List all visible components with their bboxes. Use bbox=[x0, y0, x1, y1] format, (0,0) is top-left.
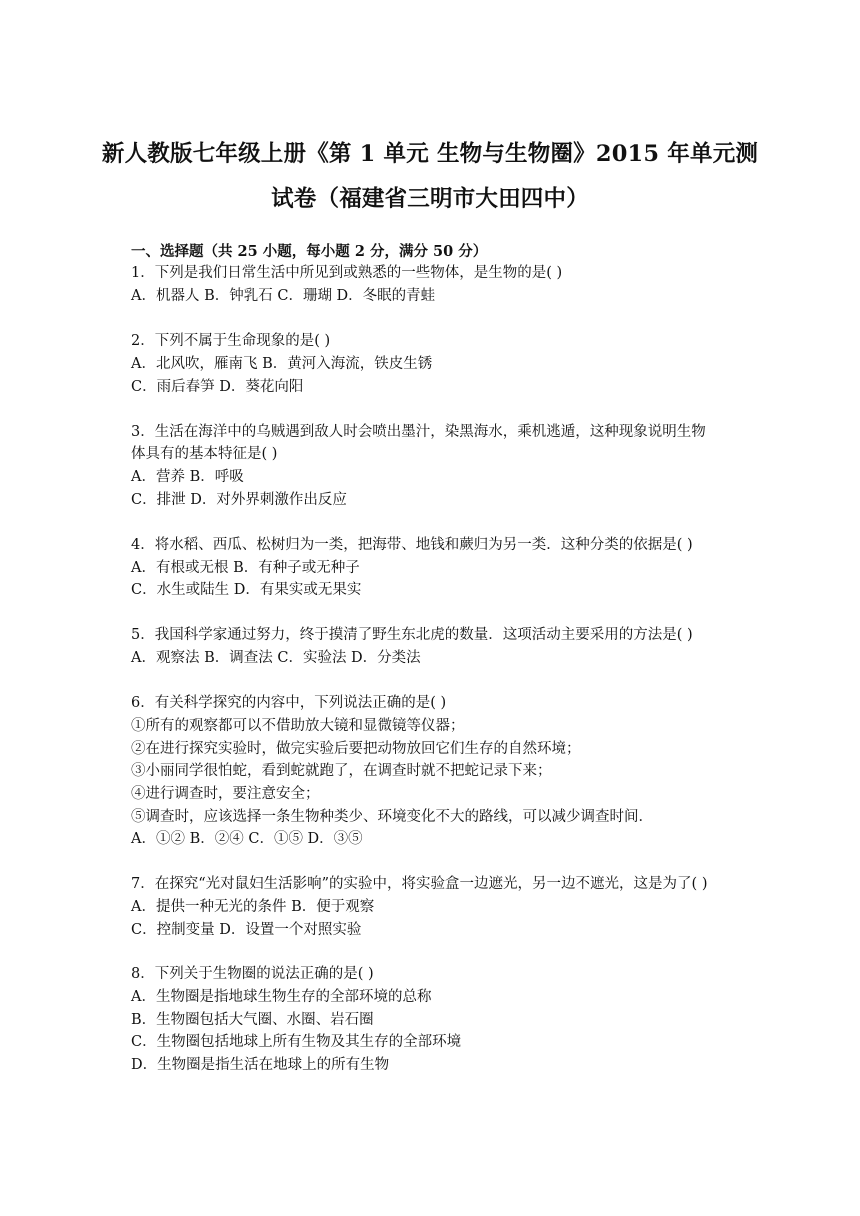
question-6-statement-1: ①所有的观察都可以不借助放大镜和显微镜等仪器； bbox=[131, 718, 465, 734]
question-7-options-line-1: A．提供一种无光的条件 B．便于观察 bbox=[131, 899, 375, 915]
question-6-statement-2: ②在进行探究实验时，做完实验后要把动物放回它们生存的自然环境； bbox=[131, 741, 581, 757]
question-3-stem-line-1: 3．生活在海洋中的乌贼遇到敌人时会喷出墨汁，染黑海水，乘机逃遁，这种现象说明生物 bbox=[131, 424, 706, 440]
question-6-statement-4: ④进行调查时，要注意安全； bbox=[131, 786, 320, 802]
section-heading: 一、选择题（共 25 小题，每小题 2 分，满分 50 分） bbox=[131, 243, 488, 260]
question-6-stem: 6．有关科学探究的内容中，下列说法正确的是( ) bbox=[131, 695, 447, 711]
exam-title-line-2: 试卷（福建省三明市大田四中） bbox=[271, 186, 589, 212]
question-2-options-line-2: C．雨后春笋 D．葵花向阳 bbox=[131, 379, 304, 395]
question-8-option-c: C．生物圈包括地球上所有生物及其生存的全部环境 bbox=[131, 1034, 462, 1050]
question-3-options-line-2: C．排泄 D．对外界刺激作出反应 bbox=[131, 492, 347, 508]
question-6-statement-3: ③小丽同学很怕蛇，看到蛇就跑了，在调查时就不把蛇记录下来； bbox=[131, 763, 552, 779]
question-5-stem: 5．我国科学家通过努力，终于摸清了野生东北虎的数量．这项活动主要采用的方法是( ) bbox=[131, 627, 693, 643]
question-4-stem: 4．将水稻、西瓜、松树归为一类，把海带、地钱和蕨归为另一类．这种分类的依据是( ) bbox=[131, 537, 693, 553]
question-5-options: A．观察法 B．调查法 C．实验法 D．分类法 bbox=[131, 650, 421, 666]
question-1-stem: 1．下列是我们日常生活中所见到或熟悉的一些物体，是生物的是( ) bbox=[131, 265, 563, 281]
question-6-statement-5: ⑤调查时，应该选择一条生物种类少、环境变化不大的路线，可以减少调查时间． bbox=[131, 809, 653, 825]
question-3-options-line-1: A．营养 B．呼吸 bbox=[131, 469, 244, 485]
question-8-option-d: D．生物圈是指生活在地球上的所有生物 bbox=[131, 1057, 390, 1073]
question-3-stem-line-2: 体具有的基本特征是( ) bbox=[131, 446, 278, 462]
question-4-options-line-2: C．水生或陆生 D．有果实或无果实 bbox=[131, 582, 362, 598]
exam-title-line-1: 新人教版七年级上册《第 1 单元 生物与生物圈》2015 年单元测 bbox=[101, 141, 759, 167]
question-8-option-b: B．生物圈包括大气圈、水圈、岩石圈 bbox=[131, 1012, 374, 1028]
question-6-options: A．①② B．②④ C．①⑤ D．③⑤ bbox=[131, 831, 363, 847]
question-7-stem: 7．在探究“光对鼠妇生活影响”的实验中，将实验盒一边遮光，另一边不遮光，这是为了( ) bbox=[131, 876, 708, 892]
question-8-stem: 8．下列关于生物圈的说法正确的是( ) bbox=[131, 966, 374, 982]
question-2-stem: 2．下列不属于生命现象的是( ) bbox=[131, 333, 331, 349]
question-8-option-a: A．生物圈是指地球生物生存的全部环境的总称 bbox=[131, 989, 432, 1005]
question-4-options-line-1: A．有根或无根 B．有种子或无种子 bbox=[131, 560, 360, 576]
question-7-options-line-2: C．控制变量 D．设置一个对照实验 bbox=[131, 922, 362, 938]
question-1-options: A．机器人 B．钟乳石 C．珊瑚 D．冬眠的青蛙 bbox=[131, 288, 436, 304]
question-2-options-line-1: A．北风吹，雁南飞 B．黄河入海流，铁皮生锈 bbox=[131, 356, 433, 372]
